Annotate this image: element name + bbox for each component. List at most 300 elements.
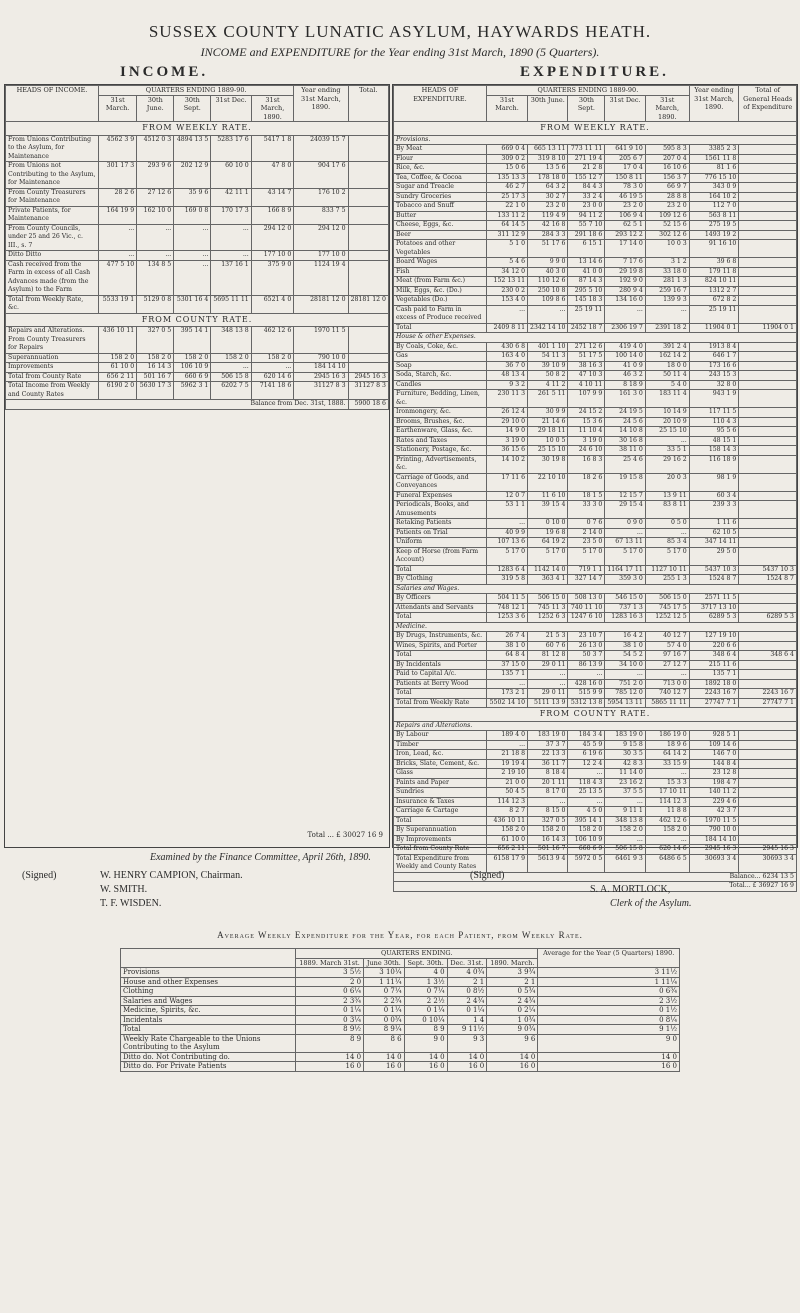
- row-value: 1 3½: [404, 977, 447, 987]
- row-label: Flour: [394, 154, 487, 164]
- row-value: 169 0 8: [174, 206, 211, 224]
- row-value: 229 4 6: [689, 797, 739, 807]
- section-heading: Repairs and Alterations.: [394, 721, 797, 731]
- exp-heads-label: HEADS OF EXPENDITURE.: [394, 86, 487, 122]
- row-value: 665 13 11: [528, 145, 568, 155]
- exp-quarters-label: QUARTERS ENDING 1889-90.: [487, 86, 690, 96]
- row-value: 281 1 3: [645, 277, 689, 287]
- row-label: By Superannuation: [394, 826, 487, 836]
- income-table: [5, 85, 389, 410]
- row-value: 64 19 2: [528, 538, 568, 548]
- band-row: [394, 122, 797, 136]
- row-label: Total from County Rate: [394, 845, 487, 855]
- income-quarters-label: QUARTERS ENDING 1889-90.: [99, 86, 294, 96]
- signed-right-label: (Signed): [470, 870, 505, 881]
- row-value: 202 12 9: [174, 162, 211, 189]
- exp-col-q3: 30th Sept.: [568, 95, 605, 122]
- row-value: 5283 17 6: [211, 135, 251, 162]
- row-value: 515 9 9: [568, 689, 605, 699]
- row-label: Total from County Rate: [6, 372, 99, 382]
- table-row: [394, 258, 797, 268]
- row-value: 47 8 0: [251, 162, 294, 189]
- row-label: Tea, Coffee, & Cocoa: [394, 173, 487, 183]
- row-value: 2243 16 7: [739, 689, 797, 699]
- row-value: 10 14 9: [645, 408, 689, 418]
- row-value: 2 3½: [538, 996, 680, 1006]
- row-label: Clothing: [121, 987, 296, 997]
- exp-grand_total: Total... £ 36927 16 9: [394, 882, 797, 892]
- row-value: 0 7 6: [568, 519, 605, 529]
- table-row: [6, 382, 389, 400]
- row-value: 23 5 0: [568, 538, 605, 548]
- table-row: [394, 731, 797, 741]
- row-value: 271 12 6: [568, 342, 605, 352]
- balance-label: Balance from Dec. 31st, 1888.: [6, 400, 349, 410]
- row-value: ...: [645, 436, 689, 446]
- exp-col-q2: 30th June.: [528, 95, 568, 122]
- row-value: 81 12 8: [528, 651, 568, 661]
- row-label: Total Expenditure from Weekly and County Rates: [394, 854, 487, 872]
- row-value: 37 15 0: [487, 660, 528, 670]
- row-value: [739, 267, 797, 277]
- row-value: 311 12 9: [487, 230, 528, 240]
- income-col-q4: 31st Dec.: [211, 95, 251, 122]
- row-value: 30 16 8: [605, 436, 645, 446]
- row-value: 18 0 0: [645, 361, 689, 371]
- row-value: 1913 8 4: [689, 342, 739, 352]
- row-value: 0 7¼: [404, 987, 447, 997]
- row-label: Attendants and Servants: [394, 603, 487, 613]
- row-value: 184 14 10: [294, 363, 348, 373]
- row-value: 30693 3 4: [739, 854, 797, 872]
- expenditure-section-title: EXPENDITURE.: [520, 64, 669, 80]
- row-label: Iron, Lead, &c.: [394, 750, 487, 760]
- row-value: 116 18 9: [689, 455, 739, 473]
- row-value: 177 10 0: [251, 251, 294, 261]
- row-value: 135 13 3: [487, 173, 528, 183]
- row-value: [739, 740, 797, 750]
- row-value: [348, 353, 388, 363]
- balance-value: 5900 18 6: [348, 400, 388, 410]
- row-value: 106 9 4: [605, 211, 645, 221]
- row-value: 430 6 8: [487, 342, 528, 352]
- row-value: 158 2 0: [174, 353, 211, 363]
- row-value: 25 4 6: [605, 455, 645, 473]
- row-value: 5613 9 4: [528, 854, 568, 872]
- asylum-title: SUSSEX COUNTY LUNATIC ASYLUM, HAYWARDS HEATH.: [148, 22, 652, 41]
- row-value: 33 5 1: [645, 446, 689, 456]
- table-row: [394, 651, 797, 661]
- table-row: [394, 519, 797, 529]
- row-value: 250 10 8: [528, 286, 568, 296]
- row-value: 12 2 4: [568, 759, 605, 769]
- row-value: 40 9 9: [487, 528, 528, 538]
- table-row: [394, 641, 797, 651]
- row-value: 152 13 11: [487, 277, 528, 287]
- section-heading: Medicine.: [394, 622, 797, 632]
- row-value: 179 11 8: [689, 267, 739, 277]
- row-label: Soda, Starch, &c.: [394, 371, 487, 381]
- row-value: 38 1 0: [487, 641, 528, 651]
- row-value: 2391 18 2: [645, 323, 689, 333]
- row-value: [739, 826, 797, 836]
- row-value: 0 5 0: [645, 519, 689, 529]
- row-value: 0 2¼: [487, 1006, 538, 1016]
- row-value: 4894 13 5: [174, 135, 211, 162]
- table-row: [394, 202, 797, 212]
- row-value: 3 11½: [538, 968, 680, 978]
- row-value: 8 2 7: [487, 807, 528, 817]
- row-value: 40 3 0: [528, 267, 568, 277]
- table-row: [394, 528, 797, 538]
- row-value: 3 5½: [296, 968, 364, 978]
- row-value: 0 7¼: [364, 987, 405, 997]
- table-row: [394, 436, 797, 446]
- row-value: 10 0 5: [528, 436, 568, 446]
- row-value: 1970 11 5: [294, 327, 348, 354]
- row-label: Cash received from the Farm in excess of all Cash Advances made (from the Asylum) to the Farm: [6, 260, 99, 295]
- row-value: 6461 9 3: [605, 854, 645, 872]
- row-value: 6486 6 5: [645, 854, 689, 872]
- table-row: [394, 173, 797, 183]
- row-value: 9 3 2: [487, 380, 528, 390]
- row-value: [739, 258, 797, 268]
- row-value: 15 3 3: [645, 778, 689, 788]
- row-value: 5301 16 4: [174, 295, 211, 313]
- table-row: [394, 183, 797, 193]
- row-value: 24 15 2: [568, 408, 605, 418]
- row-label: By Meat: [394, 145, 487, 155]
- row-value: 39 10 9: [528, 361, 568, 371]
- exp-balance: Balance... 6234 13 5: [394, 872, 797, 882]
- row-value: 506 15 0: [528, 594, 568, 604]
- row-value: 23 12 8: [689, 769, 739, 779]
- row-label: Earthenware, Glass, &c.: [394, 427, 487, 437]
- row-value: 34 12 0: [487, 267, 528, 277]
- row-value: [739, 145, 797, 155]
- row-value: 0 10¼: [404, 1015, 447, 1025]
- row-label: Total: [394, 565, 487, 575]
- row-value: 4512 0 3: [137, 135, 174, 162]
- row-label: Total from Weekly Rate: [394, 698, 487, 708]
- row-value: 620 14 6: [645, 845, 689, 855]
- row-value: 748 12 1: [487, 603, 528, 613]
- row-value: 595 8 3: [645, 145, 689, 155]
- section-heading: Provisions.: [394, 135, 797, 145]
- table-row: [6, 224, 389, 251]
- row-value: 8 9: [404, 1025, 447, 1035]
- row-value: 790 10 0: [689, 826, 739, 836]
- table-row: [394, 277, 797, 287]
- table-row: [394, 371, 797, 381]
- table-row: [394, 230, 797, 240]
- row-label: Total: [394, 689, 487, 699]
- band-label: FROM COUNTY RATE.: [394, 708, 797, 722]
- row-value: 33 2 4: [568, 192, 605, 202]
- row-value: 660 6 9: [174, 372, 211, 382]
- row-value: [739, 528, 797, 538]
- table-row: [121, 968, 680, 978]
- row-value: 656 2 11: [487, 845, 528, 855]
- row-value: [739, 296, 797, 306]
- row-value: 4 0: [404, 968, 447, 978]
- row-value: 790 10 0: [294, 353, 348, 363]
- row-value: 47 10 3: [568, 371, 605, 381]
- row-value: 0 5¾: [487, 987, 538, 997]
- row-value: 5 4 0: [645, 380, 689, 390]
- row-value: 1493 19 2: [689, 230, 739, 240]
- table-row: [394, 740, 797, 750]
- table-row: [394, 145, 797, 155]
- row-value: 5865 11 11: [645, 698, 689, 708]
- row-value: 21 0 0: [487, 778, 528, 788]
- row-value: 660 6 9: [568, 845, 605, 855]
- row-value: ...: [487, 679, 528, 689]
- table-row: [394, 769, 797, 779]
- row-value: [739, 835, 797, 845]
- row-value: 158 2 0: [528, 826, 568, 836]
- row-value: 64 14 2: [645, 750, 689, 760]
- table-row: [6, 372, 389, 382]
- row-value: 52 15 6: [645, 221, 689, 231]
- row-value: 1252 6 3: [528, 613, 568, 623]
- row-value: 391 2 4: [645, 342, 689, 352]
- row-value: [739, 371, 797, 381]
- row-value: 0 8¼: [538, 1015, 680, 1025]
- row-value: 91 16 10: [689, 240, 739, 258]
- row-value: 928 5 1: [689, 731, 739, 741]
- row-value: 641 9 10: [605, 145, 645, 155]
- income-weekly-band: FROM WEEKLY RATE.: [6, 122, 389, 136]
- row-value: 5 17 0: [528, 547, 568, 565]
- row-value: 0 10 0: [528, 519, 568, 529]
- row-value: 117 11 5: [689, 408, 739, 418]
- row-value: 17 11 6: [487, 473, 528, 491]
- row-value: 51 17 5: [568, 352, 605, 362]
- row-value: 3 9¾: [487, 968, 538, 978]
- row-value: [348, 224, 388, 251]
- row-value: 5 1 0: [487, 240, 528, 258]
- row-value: 230 11 3: [487, 390, 528, 408]
- table-row: [6, 363, 389, 373]
- row-value: [739, 594, 797, 604]
- row-value: 0 8½: [447, 987, 487, 997]
- row-value: 18 2 6: [568, 473, 605, 491]
- row-value: 41 0 0: [568, 267, 605, 277]
- row-value: 319 5 8: [487, 575, 528, 585]
- band-label: FROM WEEKLY RATE.: [394, 122, 797, 136]
- row-value: 27 12 6: [137, 188, 174, 206]
- row-value: 8 6: [364, 1034, 405, 1052]
- row-value: 5954 13 11: [605, 698, 645, 708]
- row-value: 67 13 11: [605, 538, 645, 548]
- row-value: 162 10 0: [137, 206, 174, 224]
- row-value: 98 1 9: [689, 473, 739, 491]
- row-value: [739, 670, 797, 680]
- row-label: Ditto do. For Private Patients: [121, 1062, 296, 1072]
- row-value: 119 4 9: [528, 211, 568, 221]
- row-value: 16 0: [447, 1062, 487, 1072]
- row-value: 158 2 0: [645, 826, 689, 836]
- row-value: 17 10 11: [645, 788, 689, 798]
- row-value: 16 0: [364, 1062, 405, 1072]
- row-value: 343 0 9: [689, 183, 739, 193]
- row-value: 60 3 4: [689, 491, 739, 501]
- row-value: 15 0 6: [487, 164, 528, 174]
- row-value: 87 14 3: [568, 277, 605, 287]
- row-value: 173 16 6: [689, 361, 739, 371]
- row-label: Sundry Groceries: [394, 192, 487, 202]
- row-value: 66 9 7: [645, 183, 689, 193]
- row-value: 100 14 0: [605, 352, 645, 362]
- row-value: [739, 211, 797, 221]
- row-value: 428 16 0: [568, 679, 605, 689]
- row-value: [739, 164, 797, 174]
- row-value: 359 3 0: [605, 575, 645, 585]
- row-value: 4 11 2: [528, 380, 568, 390]
- row-value: 824 10 11: [689, 277, 739, 287]
- row-value: ...: [137, 224, 174, 251]
- row-value: 713 0 0: [645, 679, 689, 689]
- row-value: 230 0 2: [487, 286, 528, 296]
- row-value: 30693 3 4: [689, 854, 739, 872]
- row-value: 205 6 7: [605, 154, 645, 164]
- table-row: [121, 996, 680, 1006]
- row-value: [739, 641, 797, 651]
- row-value: 109 12 6: [645, 211, 689, 221]
- row-value: 3 19 0: [568, 436, 605, 446]
- row-value: 5 17 0: [605, 547, 645, 565]
- table-row: [394, 296, 797, 306]
- row-label: Provisions: [121, 968, 296, 978]
- row-value: [348, 162, 388, 189]
- row-value: 155 12 7: [568, 173, 605, 183]
- row-value: [739, 183, 797, 193]
- row-value: 785 12 0: [605, 689, 645, 699]
- row-label: Fish: [394, 267, 487, 277]
- row-value: 23 10 7: [568, 632, 605, 642]
- row-value: [739, 342, 797, 352]
- table-row: [394, 342, 797, 352]
- band-label: FROM COUNTY RATE.: [6, 313, 389, 327]
- row-value: 0 1¼: [364, 1006, 405, 1016]
- row-value: 12 15 7: [605, 491, 645, 501]
- row-value: 36 11 7: [528, 759, 568, 769]
- row-value: 158 2 0: [211, 353, 251, 363]
- avg-col-q5: 1890. March.: [487, 958, 538, 968]
- table-row: [394, 164, 797, 174]
- row-value: 243 15 3: [689, 371, 739, 381]
- row-value: 25 17 3: [487, 192, 528, 202]
- row-label: Vegetables (Do.): [394, 296, 487, 306]
- table-row: [6, 188, 389, 206]
- row-value: 38 11 0: [605, 446, 645, 456]
- row-value: [739, 491, 797, 501]
- row-value: 2452 18 7: [568, 323, 605, 333]
- row-value: 501 16 7: [137, 372, 174, 382]
- row-label: Private Patients, for Maintenance: [6, 206, 99, 224]
- row-value: 34 10 0: [605, 660, 645, 670]
- row-value: 189 4 0: [487, 731, 528, 741]
- row-value: 107 13 6: [487, 538, 528, 548]
- row-value: 13 14 6: [568, 258, 605, 268]
- row-value: 2571 11 5: [689, 594, 739, 604]
- row-value: 294 12 0: [294, 224, 348, 251]
- row-value: 48 15 1: [689, 436, 739, 446]
- row-value: 348 6 4: [739, 651, 797, 661]
- table-row: [394, 491, 797, 501]
- row-value: 6190 2 0: [99, 382, 137, 400]
- row-value: 23 2 0: [528, 202, 568, 212]
- row-value: 21 2 8: [568, 164, 605, 174]
- income-section-title: INCOME.: [120, 64, 209, 80]
- row-value: 672 8 2: [689, 296, 739, 306]
- row-value: 54 5 2: [605, 651, 645, 661]
- row-value: 1970 11 5: [689, 816, 739, 826]
- row-value: ...: [99, 251, 137, 261]
- row-value: 150 8 11: [605, 173, 645, 183]
- table-row: [394, 352, 797, 362]
- table-row: [121, 977, 680, 987]
- row-value: [739, 519, 797, 529]
- table-row: [394, 660, 797, 670]
- table-row: [394, 788, 797, 798]
- row-value: [739, 632, 797, 642]
- row-value: 184 14 10: [689, 835, 739, 845]
- avg-blank-head: [121, 949, 296, 968]
- row-value: [739, 154, 797, 164]
- row-value: 13 5 6: [528, 164, 568, 174]
- row-value: [739, 427, 797, 437]
- table-row: [394, 594, 797, 604]
- row-value: 9 0¾: [487, 1025, 538, 1035]
- row-value: ...: [528, 670, 568, 680]
- row-value: ...: [174, 260, 211, 295]
- row-value: 109 14 6: [689, 740, 739, 750]
- report-subtitle: INCOME and EXPENDITURE for the Year ending 31st March, 1890 (5 Quarters).: [200, 45, 600, 59]
- row-label: Potatoes and other Vegetables: [394, 240, 487, 258]
- row-value: 11 8 8: [645, 807, 689, 817]
- row-value: 18 1 5: [568, 491, 605, 501]
- table-row: [6, 206, 389, 224]
- table-row: [394, 192, 797, 202]
- row-value: 0 6¾: [538, 987, 680, 997]
- row-value: 33 3 0: [568, 501, 605, 519]
- row-value: 134 16 0: [605, 296, 645, 306]
- row-value: 18 9 6: [645, 740, 689, 750]
- row-value: 14 0: [487, 1052, 538, 1062]
- row-value: 2 2¾: [364, 996, 405, 1006]
- row-value: 24039 15 7: [294, 135, 348, 162]
- row-label: Paid to Capital A/c.: [394, 670, 487, 680]
- table-row: [6, 251, 389, 261]
- average-panel: [120, 948, 680, 1072]
- row-value: 5695 11 11: [211, 295, 251, 313]
- table-row: [394, 575, 797, 585]
- row-label: By Officers: [394, 594, 487, 604]
- row-value: 106 10 9: [568, 835, 605, 845]
- row-value: 114 12 3: [487, 797, 528, 807]
- row-value: 85 3 4: [645, 538, 689, 548]
- row-label: Weekly Rate Chargeable to the Unions Contributing to the Asylum: [121, 1034, 296, 1052]
- row-value: 2243 16 7: [689, 689, 739, 699]
- row-value: 16 4 2: [605, 632, 645, 642]
- avg-col-q4: Dec. 31st.: [447, 958, 487, 968]
- row-value: 107 9 9: [568, 390, 605, 408]
- row-value: 38 16 3: [568, 361, 605, 371]
- row-label: Total: [394, 816, 487, 826]
- row-value: 4562 3 9: [99, 135, 137, 162]
